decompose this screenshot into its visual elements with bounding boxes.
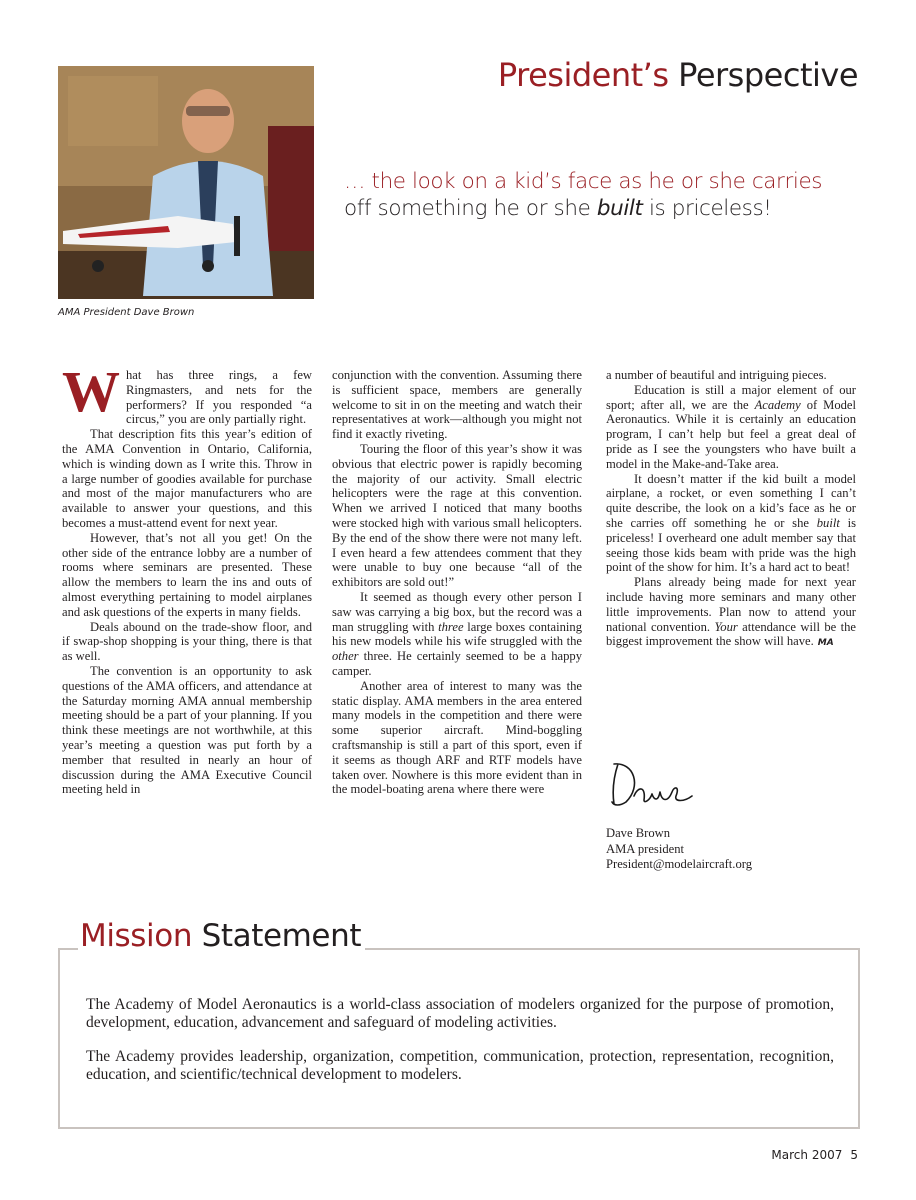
article-paragraph: However, that’s not all you get! On the other side of the entrance lobby are a number of rooms where seminars are presented. These allow the members to learn the ins and outs of almost everything pertaining to model airplanes and ask questions of the experts in many fields. [62, 530, 312, 619]
article-paragraph: Touring the floor of this year’s show it was obvious that electric power is rapidly becoming the majority of our activity. Small electric helicopters were the rage at this convention. When we arrived I noticed that many booths were stocked high with various small helicopters. By the end of the show there were not many left. I even heard a few attendees comment that they were unable to buy one because “all of the exhibitors are sold out!” [332, 441, 582, 590]
photo-caption: AMA President Dave Brown [58, 307, 195, 318]
mission-paragraph: The Academy provides leadership, organization, competition, communication, protection, representation, recognition, education, and scientific/technical development to modelers. [86, 1048, 834, 1083]
article-column-2 [332, 368, 582, 797]
article-emphasis: other [332, 649, 359, 664]
signature-name: Dave Brown [606, 826, 671, 840]
article-paragraph [606, 383, 856, 472]
signature-block [606, 826, 752, 873]
article-column-1 [62, 359, 312, 797]
article-text: attendance will be the biggest improvement the show will have. [606, 619, 856, 649]
page-title-accent: President’s [497, 56, 669, 94]
article-paragraph: That description fits this year’s edition of the AMA Convention in Ontario, California, which is winding down as I write this. Throw in a large number of goodies available for purchase and most of the major manufacturers who are available to answer your questions, and this becomes a must-attend event for next year. [62, 427, 312, 530]
ama-end-mark: MA [817, 638, 834, 649]
page-number: 5 [850, 1148, 858, 1162]
article-paragraph [606, 575, 856, 651]
article-column-3 [606, 368, 856, 651]
article-emphasis: Your [714, 619, 738, 634]
pull-quote-line2-post: is priceless! [642, 196, 772, 221]
article-paragraph: Deals abound on the trade-show floor, and if swap-shop shopping is your thing, there is that as well. [62, 619, 312, 664]
article-text: It seemed as though every other person I saw was carrying a big box, but the record was a man struggling with [332, 589, 582, 634]
article-text: It doesn’t matter if the kid built a model airplane, a rocket, or even something I can’t quite describe, the look on a kid’s face as he or she carries off something he or she [606, 471, 856, 530]
article-text: is priceless! I overheard one adult member say that seeing those kids beam with pride was the high point of the show for him. It’s a hard act to beat! [606, 515, 856, 575]
pull-quote-line2-em: built [596, 196, 643, 221]
pull-quote [344, 168, 864, 222]
mission-box [58, 948, 860, 1129]
page-footer [771, 1148, 858, 1162]
article-text: hat has three rings, a few Ringmasters, and nets for the performers? If you responded “a circus,” you are only partially right. [126, 368, 312, 427]
article-paragraph [332, 590, 582, 679]
signature-role: AMA president [606, 841, 685, 856]
article-text: large boxes containing his new models while his wife struggled with the [332, 619, 582, 649]
page-title [498, 56, 858, 94]
pull-quote-line1: … the look on a kid’s face as he or she carries [344, 169, 823, 194]
president-photo [58, 66, 314, 299]
article-emphasis: built [816, 515, 840, 530]
mission-heading [78, 918, 365, 954]
article-paragraph [62, 359, 312, 427]
signature-svg [604, 756, 704, 816]
article-paragraph: conjunction with the convention. Assuming there is sufficient space, members are generally welcome to sit in on the meeting and watch their representatives at work—although you might not find it exactly riveting. [332, 368, 582, 442]
handwritten-signature [604, 756, 704, 816]
issue-date: March 2007 [771, 1148, 843, 1162]
pull-quote-line2 [344, 195, 864, 222]
mission-paragraph: The Academy of Model Aeronautics is a world-class association of modelers organized for the purpose of promotion, development, education, advancement and safeguard of modeling activities. [86, 996, 834, 1031]
article-emphasis: three [438, 619, 464, 634]
pull-quote-line2-pre: off something he or she [344, 196, 597, 221]
signature-email[interactable]: President@modelaircraft.org [606, 857, 753, 871]
drop-cap: W [62, 359, 120, 424]
article-text: three. He certainly seemed to be a happy camper. [332, 649, 582, 678]
article-paragraph [606, 472, 856, 576]
article-paragraph: a number of beautiful and intriguing pieces. [606, 368, 827, 382]
article-text: Plans already being made for next year include having more seminars and many other little improvements. Plan now to attend your national convention. [606, 575, 856, 634]
article-paragraph: Another area of interest to many was the static display. AMA members in the area entered many models in the competition and there were some superior aircraft. Mind-boggling craftsmanship is still a part of this sport, even if it seems as though ARF and RTF models have taken over. Nowhere is this more evident than in the model-boating arena where there were [332, 678, 582, 797]
mission-heading-plain: Statement [201, 918, 362, 954]
page-title-plain: Perspective [678, 56, 858, 94]
article-emphasis: Academy [754, 397, 801, 412]
president-photo-illustration [58, 66, 314, 299]
article-text: of Model Aeronautics. While it is certainly an education program, I can’t help but feel a great deal of pride as I see the youngsters who have built a model in the Make-and-Take area. [606, 397, 857, 471]
article-text: Education is still a major element of our sport; after all, we are the [606, 382, 856, 412]
mission-heading-accent: Mission [80, 918, 193, 954]
article-paragraph: The convention is an opportunity to ask questions of the AMA officers, and attendance at the Saturday morning AMA annual membership meeting should be a part of your planning. If you think these meetings are not worthwhile, at this year’s meeting a question was put forth by a member that resulted in nearly an hour of discussion during the AMA Executive Council meeting held in [62, 663, 312, 797]
